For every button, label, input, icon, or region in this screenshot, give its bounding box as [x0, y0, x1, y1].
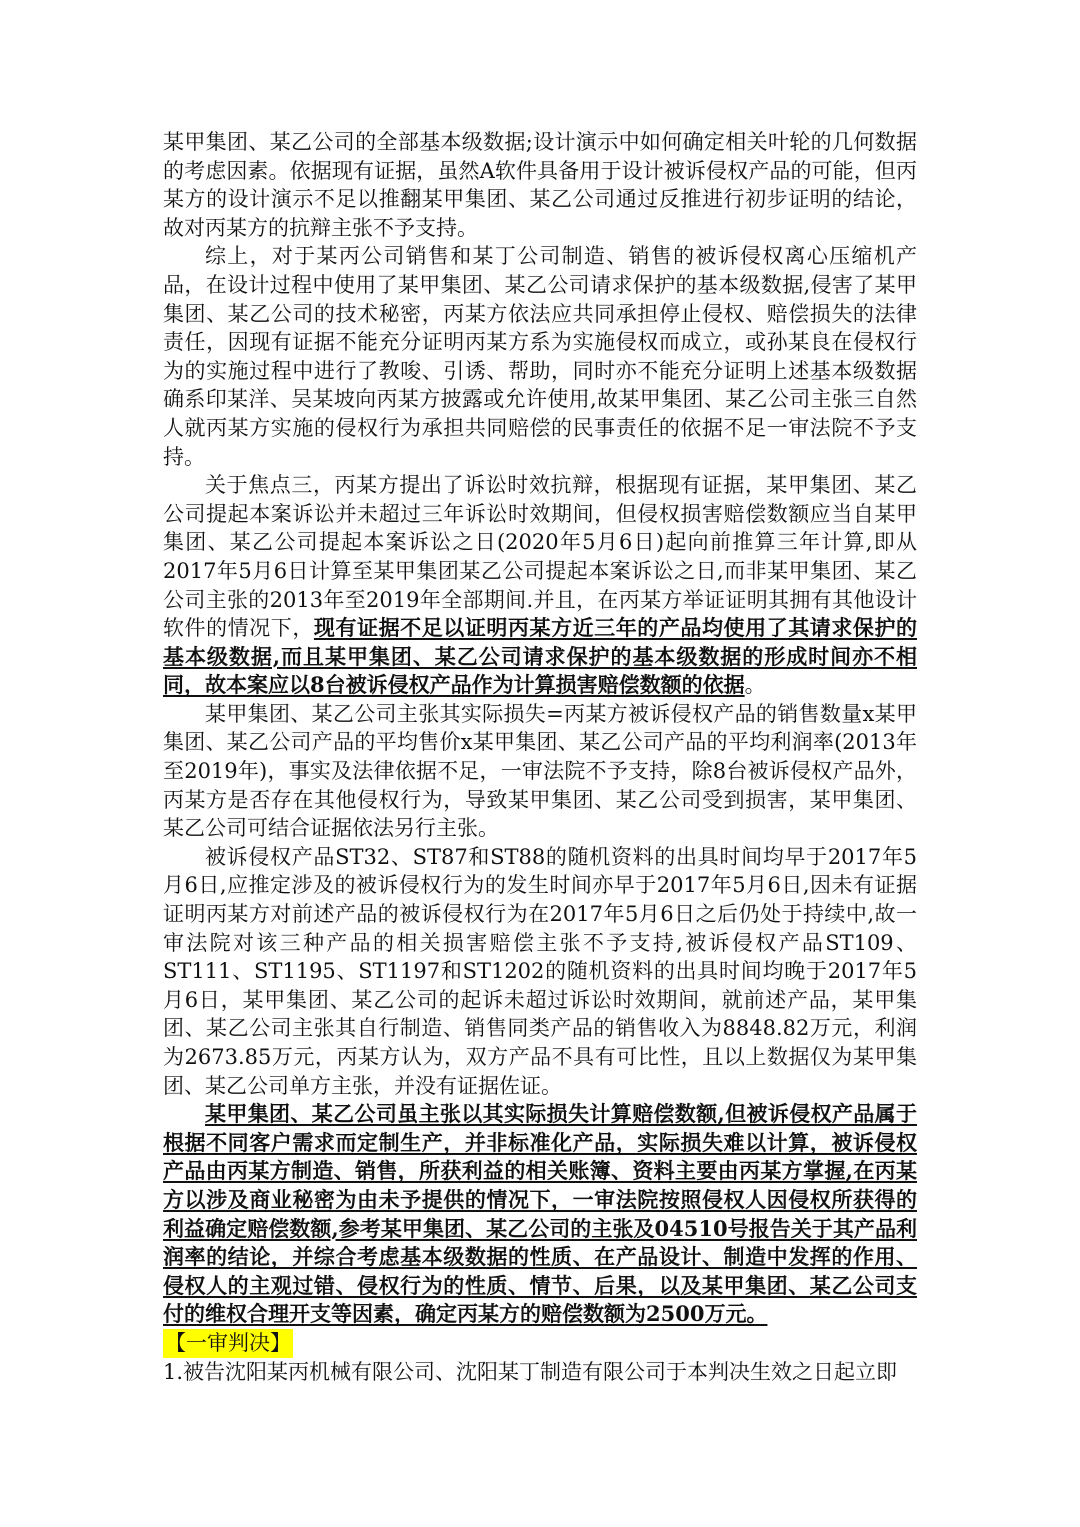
paragraph-1: 某甲集团、某乙公司的全部基本级数据;设计演示中如何确定相关叶轮的几何数据的考虑因素。依据现有证据，虽然A软件具备用于设计被诉侵权产品的可能，但丙某方的设计演示不足以推翻某甲集团、某乙公司通过反推进行初步证明的结论，故对丙某方的抗辩主张不予支持。	[163, 130, 917, 240]
paragraph-3-end: 。	[744, 673, 766, 698]
paragraph-3-text: 关于焦点三，丙某方提出了诉讼时效抗辩，根据现有证据，某甲集团、某乙公司提起本案诉讼并未超过三年诉讼时效期间，但侵权损害赔偿数额应当自某甲集团、某乙公司提起本案诉讼之日(2020年5月6日)起向前推算三年计算,即从2017年5月6日计算至某甲集团某乙公司提起本案诉讼之日,而非某甲集团、某乙公司主张的2013年至2019年全部期间.并且，在丙某方举证证明其拥有其他设计软件的情况下，	[163, 473, 917, 641]
paragraph-5: 被诉侵权产品ST32、ST87和ST88的随机资料的出具时间均早于2017年5月6日,应推定涉及的被诉侵权行为的发生时间亦早于2017年5月6日,因未有证据证明丙某方对前述产品的被诉侵权行为在2017年5月6日之后仍处于持续中,故一审法院对该三种产品的相关损害赔偿主张不予支持,被诉侵权产品ST109、ST111、ST1195、ST1197和ST1202的随机资料的出具时间均晚于2017年5月6日，某甲集团、某乙公司的起诉未超过诉讼时效期间，就前述产品，某甲集团、某乙公司主张其自行制造、销售同类产品的销售收入为8848.82万元，利润为2673.85万元，丙某方认为，双方产品不具有可比性，且以上数据仅为某甲集团、某乙公司单方主张，并没有证据佐证。	[163, 844, 917, 1098]
paragraph-3	[163, 471, 917, 700]
paragraph-7: 1.被告沈阳某丙机械有限公司、沈阳某丁制造有限公司于本判决生效之日起立即	[163, 1359, 898, 1384]
paragraph-3-emphasis: 现有证据不足以证明丙某方近三年的产品均使用了其请求保护的基本级数据,而且某甲集团、某乙公司请求保护的基本级数据的形成时间亦不相同，故本案应以8台被诉侵权产品作为计算损害赔偿数额的依据	[163, 615, 918, 698]
document-page	[163, 128, 917, 1386]
paragraph-2: 综上，对于某丙公司销售和某丁公司制造、销售的被诉侵权离心压缩机产品，在设计过程中使用了某甲集团、某乙公司请求保护的基本级数据,侵害了某甲集团、某乙公司的技术秘密，丙某方依法应共同承担停止侵权、赔偿损失的法律责任，因现有证据不能充分证明丙某方系为实施侵权而成立，或孙某良在侵权行为的实施过程中进行了教唆、引诱、帮助，同时亦不能充分证明上述基本级数据确系印某洋、吴某坡向丙某方披露或允许使用,故某甲集团、某乙公司主张三自然人就丙某方实施的侵权行为承担共同赔偿的民事责任的依据不足一审法院不予支持。	[163, 244, 917, 469]
paragraph-4: 某甲集团、某乙公司主张其实际损失=丙某方被诉侵权产品的销售数量x某甲集团、某乙公司产品的平均售价x某甲集团、某乙公司产品的平均利润率(2013年至2019年)，事实及法律依据不足，一审法院不予支持，除8台被诉侵权产品外，丙某方是否存在其他侵权行为，导致某甲集团、某乙公司受到损害，某甲集团、某乙公司可结合证据依法另行主张。	[163, 701, 917, 841]
section-heading: 【一审判决】	[163, 1329, 293, 1358]
paragraph-6-emphasis: 某甲集团、某乙公司虽主张以其实际损失计算赔偿数额,但被诉侵权产品属于根据不同客户需求而定制生产，并非标准化产品，实际损失难以计算，被诉侵权产品由丙某方制造、销售，所获利益的相关账簿、资料主要由丙某方掌握,在丙某方以涉及商业秘密为由未予提供的情况下，一审法院按照侵权人因侵权所获得的利益确定赔偿数额,参考某甲集团、某乙公司的主张及04510号报告关于其产品利润率的结论，并综合考虑基本级数据的性质、在产品设计、制造中发挥的作用、侵权人的主观过错、侵权行为的性质、情节、后果，以及某甲集团、某乙公司支付的维权合理开支等因素，确定丙某方的赔偿数额为2500万元。	[163, 1101, 917, 1327]
paragraph-6	[163, 1100, 917, 1329]
section-heading-wrapper	[163, 1329, 917, 1358]
